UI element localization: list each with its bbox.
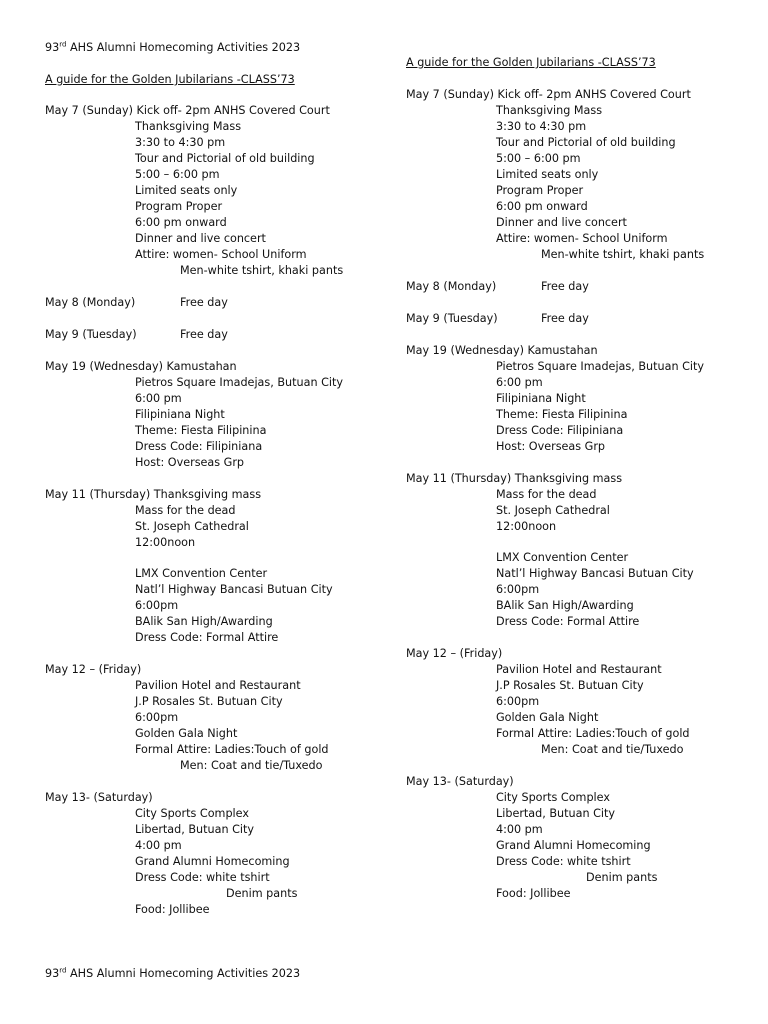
footer-title: AHS Alumni Homecoming Activities 2023	[66, 967, 301, 980]
schedule-line: 4:00 pm	[496, 823, 543, 836]
schedule-line: Program Proper	[496, 184, 584, 197]
day-heading-may13: May 13- (Saturday)	[406, 775, 514, 788]
schedule-line: Attire: women- School Uniform	[135, 248, 307, 261]
schedule-line: Tour and Pictorial of old building	[496, 136, 676, 149]
schedule-line: 6:00pm	[496, 583, 540, 596]
day-event: Free day	[541, 280, 589, 293]
schedule-line: Theme: Fiesta Filipinina	[135, 424, 267, 437]
schedule-line: Host: Overseas Grp	[135, 456, 245, 469]
schedule-line: City Sports Complex	[496, 791, 610, 804]
schedule-line: Pavilion Hotel and Restaurant	[135, 679, 301, 692]
schedule-line: 3:30 to 4:30 pm	[496, 120, 587, 133]
schedule-line: Dinner and live concert	[496, 216, 627, 229]
header-number: 93	[45, 41, 60, 54]
schedule-line: Men: Coat and tie/Tuxedo	[180, 759, 323, 772]
page-footer	[45, 967, 300, 981]
schedule-line: Formal Attire: Ladies:Touch of gold	[135, 743, 329, 756]
schedule-line: Filipiniana Night	[496, 392, 586, 405]
schedule-line: Dress Code: Formal Attire	[496, 615, 640, 628]
schedule-line: 5:00 – 6:00 pm	[496, 152, 581, 165]
day-heading-may13: May 13- (Saturday)	[45, 791, 153, 804]
day-event: Free day	[180, 296, 228, 309]
schedule-line: Formal Attire: Ladies:Touch of gold	[496, 727, 690, 740]
schedule-line: Men-white tshirt, khaki pants	[180, 264, 344, 277]
schedule-line: Food: Jollibee	[496, 887, 571, 900]
schedule-line: 3:30 to 4:30 pm	[135, 136, 226, 149]
schedule-line: BAlik San High/Awarding	[135, 615, 273, 628]
schedule-line: Filipiniana Night	[135, 408, 225, 421]
schedule-line: J.P Rosales St. Butuan City	[135, 695, 283, 708]
schedule-line: Food: Jollibee	[135, 903, 210, 916]
schedule-line: Libertad, Butuan City	[135, 823, 255, 836]
header-title: AHS Alumni Homecoming Activities 2023	[66, 41, 301, 54]
schedule-line: Natl’l Highway Bancasi Butuan City	[496, 567, 694, 580]
day-heading-may7: May 7 (Sunday) Kick off- 2pm ANHS Covered Court	[406, 88, 691, 101]
schedule-line: Men-white tshirt, khaki pants	[541, 248, 705, 261]
schedule-line: Mass for the dead	[496, 488, 597, 501]
schedule-line: Program Proper	[135, 200, 223, 213]
schedule-line: 6:00 pm onward	[496, 200, 588, 213]
schedule-line: Dress Code: Filipiniana	[496, 424, 624, 437]
schedule-line: 4:00 pm	[135, 839, 182, 852]
schedule-line: Thanksgiving Mass	[496, 104, 603, 117]
schedule-line: Grand Alumni Homecoming	[135, 855, 290, 868]
schedule-line: Thanksgiving Mass	[135, 120, 242, 133]
schedule-line: 12:00noon	[496, 520, 557, 533]
schedule-line: Grand Alumni Homecoming	[496, 839, 651, 852]
day-heading-may9: May 9 (Tuesday)	[406, 312, 498, 325]
schedule-line: Pavilion Hotel and Restaurant	[496, 663, 662, 676]
schedule-line: Dress Code: white tshirt	[496, 855, 631, 868]
day-heading-may7: May 7 (Sunday) Kick off- 2pm ANHS Covered Court	[45, 104, 330, 117]
schedule-line: 6:00pm	[135, 599, 179, 612]
day-heading-may8: May 8 (Monday)	[45, 296, 136, 309]
schedule-line: Limited seats only	[135, 184, 238, 197]
guide-title: A guide for the Golden Jubilarians -CLASS’73	[406, 56, 656, 69]
schedule-line: Dress Code: white tshirt	[135, 871, 270, 884]
schedule-line: 6:00 pm	[135, 392, 182, 405]
schedule-line: Golden Gala Night	[135, 727, 238, 740]
schedule-line: 12:00noon	[135, 536, 196, 549]
schedule-line: 6:00pm	[496, 695, 540, 708]
schedule-line: LMX Convention Center	[496, 551, 629, 564]
guide-title: A guide for the Golden Jubilarians -CLASS’73	[45, 73, 295, 86]
schedule-line: Men: Coat and tie/Tuxedo	[541, 743, 684, 756]
schedule-line: City Sports Complex	[135, 807, 249, 820]
schedule-line: Tour and Pictorial of old building	[135, 152, 315, 165]
day-event: Free day	[541, 312, 589, 325]
schedule-line: Mass for the dead	[135, 504, 236, 517]
schedule-line: 6:00pm	[135, 711, 179, 724]
header-ordinal-suffix: rd	[59, 40, 67, 49]
schedule-line: 6:00 pm	[496, 376, 543, 389]
schedule-line: 6:00 pm onward	[135, 216, 227, 229]
schedule-line: Limited seats only	[496, 168, 599, 181]
schedule-line: Theme: Fiesta Filipinina	[496, 408, 628, 421]
day-heading-may12: May 12 – (Friday)	[45, 663, 142, 676]
day-heading-may11: May 11 (Thursday) Thanksgiving mass	[406, 472, 623, 485]
day-heading-may19: May 19 (Wednesday) Kamustahan	[45, 360, 237, 373]
schedule-line: LMX Convention Center	[135, 567, 268, 580]
schedule-line: J.P Rosales St. Butuan City	[496, 679, 644, 692]
schedule-line: Golden Gala Night	[496, 711, 599, 724]
schedule-line: 5:00 – 6:00 pm	[135, 168, 220, 181]
schedule-line: Natl’l Highway Bancasi Butuan City	[135, 583, 333, 596]
schedule-line: Dress Code: Filipiniana	[135, 440, 263, 453]
schedule-line: Denim pants	[226, 887, 298, 900]
day-event: Free day	[180, 328, 228, 341]
schedule-line: Pietros Square Imadejas, Butuan City	[496, 360, 705, 373]
schedule-line: Dinner and live concert	[135, 232, 266, 245]
schedule-line: Host: Overseas Grp	[496, 440, 606, 453]
day-heading-may9: May 9 (Tuesday)	[45, 328, 137, 341]
schedule-line: Libertad, Butuan City	[496, 807, 616, 820]
schedule-line: Denim pants	[586, 871, 658, 884]
schedule-line: Attire: women- School Uniform	[496, 232, 668, 245]
day-heading-may19: May 19 (Wednesday) Kamustahan	[406, 344, 598, 357]
footer-ordinal-suffix: rd	[59, 966, 67, 975]
schedule-line: St. Joseph Cathedral	[496, 504, 610, 517]
day-heading-may8: May 8 (Monday)	[406, 280, 497, 293]
day-heading-may12: May 12 – (Friday)	[406, 647, 503, 660]
footer-number: 93	[45, 967, 60, 980]
schedule-line: Dress Code: Formal Attire	[135, 631, 279, 644]
schedule-line: St. Joseph Cathedral	[135, 520, 249, 533]
day-heading-may11: May 11 (Thursday) Thanksgiving mass	[45, 488, 262, 501]
schedule-line: Pietros Square Imadejas, Butuan City	[135, 376, 344, 389]
page-header	[45, 41, 300, 55]
schedule-line: BAlik San High/Awarding	[496, 599, 634, 612]
